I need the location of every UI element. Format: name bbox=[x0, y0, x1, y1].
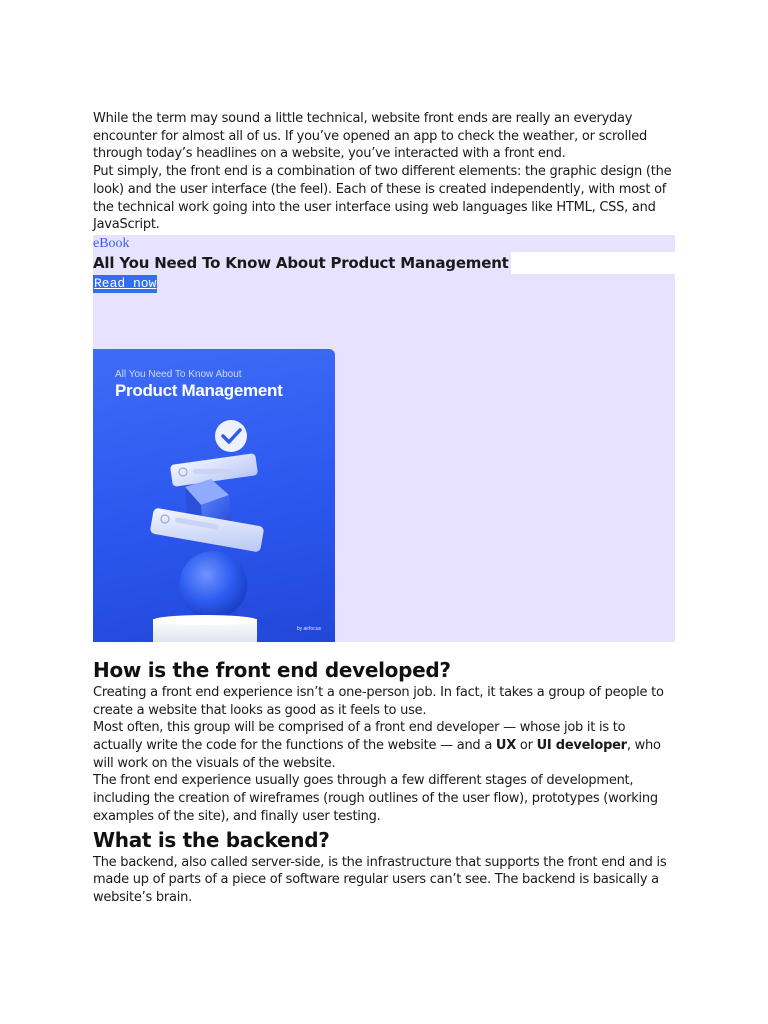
ebook-cover-image[interactable] bbox=[93, 349, 335, 642]
cover-illustration bbox=[93, 349, 335, 642]
check-circle-icon bbox=[215, 420, 247, 452]
cover-title: Product Management bbox=[115, 380, 283, 400]
intro-paragraph-2: Put simply, the front end is a combination of two different elements: the graphic design (the look) and the user interface (the feel). Each of these is created independently, with most of the technical work going into the user interface using web languages like HTML, CSS, and JavaScript. bbox=[93, 164, 672, 233]
intro-paragraph-1: While the term may sound a little technical, website front ends are really an everyday encounter for almost all of us. If you’ve opened an app to check the weather, or scrolled through today’s headlines on a website, you’ve interacted with a front end. bbox=[93, 111, 647, 162]
section1-p2-or: or bbox=[516, 738, 537, 754]
section2-paragraph-1: The backend, also called server-side, is the infrastructure that supports the front end and is made up of parts of a piece of software regular users can’t see. The backend is basically a website’s brain. bbox=[93, 854, 667, 905]
section1-p2-text-b: , who will work on the visuals of the website. bbox=[93, 738, 661, 771]
pedestal-shape bbox=[153, 615, 257, 642]
cover-brand: by airfocus bbox=[296, 625, 321, 632]
promo-title-row bbox=[93, 252, 675, 274]
section1-p2-text-a: Most often, this group will be comprised of a front end developer — whose job it is to actually write the code for the functions of the website — and a bbox=[93, 720, 626, 754]
article-body bbox=[93, 110, 675, 907]
section1-paragraph-3: The front end experience usually goes through a few different stages of development, including the creation of wireframes (rough outlines of the user flow), prototypes (working examples of the site), and finally user testing. bbox=[93, 773, 658, 824]
ux-term: UX bbox=[495, 738, 517, 754]
read-now-link[interactable]: Read now bbox=[94, 275, 157, 291]
cover-subtitle: All You Need To Know About bbox=[115, 368, 242, 380]
section1-paragraph-2 bbox=[93, 719, 675, 772]
section-heading-backend: What is the backend? bbox=[93, 827, 330, 852]
section-heading-front-end: How is the front end developed? bbox=[93, 657, 451, 682]
ebook-promo-banner[interactable] bbox=[93, 235, 675, 642]
promo-title: All You Need To Know About Product Management bbox=[93, 253, 509, 272]
ui-developer-term: UI developer bbox=[536, 738, 627, 754]
promo-tag: eBook bbox=[93, 235, 130, 251]
section1-paragraph-1: Creating a front end experience isn’t a one-person job. In fact, it takes a group of people to create a website that looks as good as it feels to use. bbox=[93, 684, 664, 718]
sphere-shape bbox=[179, 551, 247, 619]
